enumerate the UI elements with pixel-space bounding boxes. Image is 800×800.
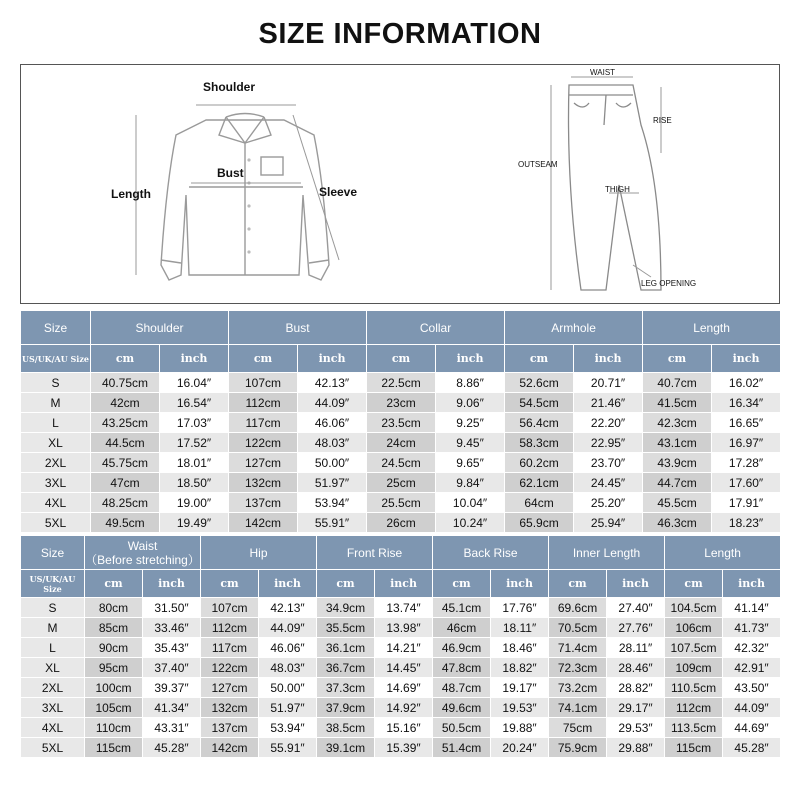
shirt-buttons (247, 158, 250, 253)
table-row (21, 373, 781, 393)
cm-value-cell: 122cm (201, 658, 259, 678)
cm-value-cell: 36.1cm (317, 638, 375, 658)
cm-value-cell: 137cm (201, 718, 259, 738)
pants-measure-lines (551, 77, 661, 290)
cm-value-cell: 113.5cm (665, 718, 723, 738)
cm-value-cell: 69.6cm (549, 598, 607, 618)
unit-inch-header: inch (491, 570, 549, 598)
inch-value-cell: 21.46″ (574, 393, 643, 413)
table-row (21, 658, 781, 678)
inch-value-cell: 16.04″ (160, 373, 229, 393)
cm-value-cell: 110.5cm (665, 678, 723, 698)
inch-value-cell: 24.45″ (574, 473, 643, 493)
hip-header: Hip (201, 536, 317, 570)
cm-value-cell: 112cm (201, 618, 259, 638)
size-cell: 5XL (21, 513, 91, 533)
inch-value-cell: 18.46″ (491, 638, 549, 658)
length-header: Length (643, 311, 781, 345)
inch-value-cell: 19.53″ (491, 698, 549, 718)
cm-value-cell: 25.5cm (367, 493, 436, 513)
cm-value-cell: 127cm (229, 453, 298, 473)
cm-value-cell: 41.5cm (643, 393, 712, 413)
cm-value-cell: 117cm (201, 638, 259, 658)
inch-value-cell: 27.40″ (607, 598, 665, 618)
pants-unit-row (21, 570, 781, 598)
inch-value-cell: 18.50″ (160, 473, 229, 493)
cm-value-cell: 54.5cm (505, 393, 574, 413)
inch-value-cell: 25.94″ (574, 513, 643, 533)
cm-value-cell: 100cm (85, 678, 143, 698)
size-region-header: US/UK/AU Size (21, 570, 85, 598)
inch-value-cell: 13.74″ (375, 598, 433, 618)
waist-header-line1: Waist (127, 538, 158, 553)
inch-value-cell: 20.24″ (491, 738, 549, 758)
cm-value-cell: 44.7cm (643, 473, 712, 493)
unit-cm-header: cm (317, 570, 375, 598)
cm-value-cell: 48.25cm (91, 493, 160, 513)
unit-inch-header: inch (375, 570, 433, 598)
size-cell: S (21, 373, 91, 393)
unit-cm-header: cm (665, 570, 723, 598)
inch-value-cell: 28.46″ (607, 658, 665, 678)
size-header: Size (21, 311, 91, 345)
inch-value-cell: 18.11″ (491, 618, 549, 638)
cm-value-cell: 115cm (85, 738, 143, 758)
pants-length-header: Length (665, 536, 781, 570)
inch-value-cell: 10.04″ (436, 493, 505, 513)
size-cell: L (21, 638, 85, 658)
size-cell: 5XL (21, 738, 85, 758)
cm-value-cell: 45.5cm (643, 493, 712, 513)
inch-value-cell: 42.13″ (259, 598, 317, 618)
waist-header (85, 536, 201, 570)
table-row (21, 678, 781, 698)
inch-value-cell: 44.09″ (259, 618, 317, 638)
back-rise-header: Back Rise (433, 536, 549, 570)
cm-value-cell: 22.5cm (367, 373, 436, 393)
inch-value-cell: 46.06″ (298, 413, 367, 433)
unit-cm-header: cm (201, 570, 259, 598)
inch-value-cell: 17.60″ (712, 473, 781, 493)
cm-value-cell: 132cm (229, 473, 298, 493)
table-row (21, 598, 781, 618)
inch-value-cell: 44.09″ (298, 393, 367, 413)
cm-value-cell: 45.1cm (433, 598, 491, 618)
inch-value-cell: 45.28″ (723, 738, 781, 758)
table-row (21, 393, 781, 413)
cm-value-cell: 36.7cm (317, 658, 375, 678)
cm-value-cell: 44.5cm (91, 433, 160, 453)
unit-inch-header: inch (574, 345, 643, 373)
cm-value-cell: 45.75cm (91, 453, 160, 473)
inch-value-cell: 8.86″ (436, 373, 505, 393)
size-cell: S (21, 598, 85, 618)
inch-value-cell: 14.69″ (375, 678, 433, 698)
waist-header-line2: （Before stretching） (85, 552, 200, 567)
unit-cm-header: cm (643, 345, 712, 373)
inch-value-cell: 43.31″ (143, 718, 201, 738)
inch-value-cell: 55.91″ (298, 513, 367, 533)
inch-value-cell: 10.24″ (436, 513, 505, 533)
unit-cm-header: cm (367, 345, 436, 373)
cm-value-cell: 46.9cm (433, 638, 491, 658)
cm-value-cell: 46cm (433, 618, 491, 638)
shirt-size-table (20, 310, 781, 533)
cm-value-cell: 37.3cm (317, 678, 375, 698)
cm-value-cell: 71.4cm (549, 638, 607, 658)
inch-value-cell: 19.49″ (160, 513, 229, 533)
unit-inch-header: inch (143, 570, 201, 598)
inch-value-cell: 19.00″ (160, 493, 229, 513)
cm-value-cell: 104.5cm (665, 598, 723, 618)
cm-value-cell: 62.1cm (505, 473, 574, 493)
cm-value-cell: 56.4cm (505, 413, 574, 433)
size-cell: 4XL (21, 493, 91, 513)
unit-inch-header: inch (712, 345, 781, 373)
pants-size-table (20, 535, 781, 758)
waist-label: WAIST (590, 68, 616, 77)
cm-value-cell: 39.1cm (317, 738, 375, 758)
unit-inch-header: inch (259, 570, 317, 598)
inch-value-cell: 16.97″ (712, 433, 781, 453)
size-cell: 3XL (21, 473, 91, 493)
cm-value-cell: 35.5cm (317, 618, 375, 638)
cm-value-cell: 107cm (201, 598, 259, 618)
size-cell: XL (21, 433, 91, 453)
unit-cm-header: cm (85, 570, 143, 598)
cm-value-cell: 52.6cm (505, 373, 574, 393)
unit-inch-header: inch (298, 345, 367, 373)
cm-value-cell: 107cm (229, 373, 298, 393)
bust-label: Bust (217, 166, 244, 180)
cm-value-cell: 48.7cm (433, 678, 491, 698)
page-title: SIZE INFORMATION (258, 18, 542, 50)
rise-label: RISE (653, 116, 672, 125)
size-cell: 4XL (21, 718, 85, 738)
shirt-unit-row (21, 345, 781, 373)
unit-cm-header: cm (433, 570, 491, 598)
inch-value-cell: 44.09″ (723, 698, 781, 718)
pants-header-row (21, 536, 781, 570)
leg-opening-label: LEG OPENING (641, 279, 697, 288)
cm-value-cell: 64cm (505, 493, 574, 513)
unit-inch-header: inch (607, 570, 665, 598)
cm-value-cell: 43.1cm (643, 433, 712, 453)
inch-value-cell: 55.91″ (259, 738, 317, 758)
table-row (21, 413, 781, 433)
cm-value-cell: 43.9cm (643, 453, 712, 473)
inch-value-cell: 15.39″ (375, 738, 433, 758)
inch-value-cell: 50.00″ (259, 678, 317, 698)
cm-value-cell: 42cm (91, 393, 160, 413)
inch-value-cell: 33.46″ (143, 618, 201, 638)
sleeve-label: Sleeve (319, 185, 358, 199)
cm-value-cell: 60.2cm (505, 453, 574, 473)
cm-value-cell: 137cm (229, 493, 298, 513)
cm-value-cell: 110cm (85, 718, 143, 738)
unit-cm-header: cm (91, 345, 160, 373)
thigh-label: THIGH (605, 185, 630, 194)
inch-value-cell: 29.17″ (607, 698, 665, 718)
cm-value-cell: 58.3cm (505, 433, 574, 453)
shoulder-label: Shoulder (203, 80, 256, 94)
inch-value-cell: 37.40″ (143, 658, 201, 678)
cm-value-cell: 42.3cm (643, 413, 712, 433)
size-cell: L (21, 413, 91, 433)
table-row (21, 513, 781, 533)
unit-inch-header: inch (160, 345, 229, 373)
cm-value-cell: 132cm (201, 698, 259, 718)
inch-value-cell: 31.50″ (143, 598, 201, 618)
inch-value-cell: 19.17″ (491, 678, 549, 698)
size-cell: 3XL (21, 698, 85, 718)
cm-value-cell: 40.7cm (643, 373, 712, 393)
inch-value-cell: 41.73″ (723, 618, 781, 638)
cm-value-cell: 115cm (665, 738, 723, 758)
length-label: Length (111, 187, 151, 201)
cm-value-cell: 23.5cm (367, 413, 436, 433)
inch-value-cell: 46.06″ (259, 638, 317, 658)
inch-value-cell: 18.23″ (712, 513, 781, 533)
inch-value-cell: 17.76″ (491, 598, 549, 618)
cm-value-cell: 112cm (665, 698, 723, 718)
cm-value-cell: 106cm (665, 618, 723, 638)
cm-value-cell: 74.1cm (549, 698, 607, 718)
cm-value-cell: 117cm (229, 413, 298, 433)
cm-value-cell: 24cm (367, 433, 436, 453)
cm-value-cell: 38.5cm (317, 718, 375, 738)
cm-value-cell: 40.75cm (91, 373, 160, 393)
cm-value-cell: 75.9cm (549, 738, 607, 758)
inch-value-cell: 25.20″ (574, 493, 643, 513)
inch-value-cell: 23.70″ (574, 453, 643, 473)
inch-value-cell: 14.45″ (375, 658, 433, 678)
inch-value-cell: 13.98″ (375, 618, 433, 638)
cm-value-cell: 105cm (85, 698, 143, 718)
cm-value-cell: 112cm (229, 393, 298, 413)
unit-inch-header: inch (436, 345, 505, 373)
cm-value-cell: 37.9cm (317, 698, 375, 718)
cm-value-cell: 85cm (85, 618, 143, 638)
shirt-measure-lines (136, 105, 339, 275)
cm-value-cell: 46.3cm (643, 513, 712, 533)
inch-value-cell: 27.76″ (607, 618, 665, 638)
table-row (21, 638, 781, 658)
size-cell: 2XL (21, 678, 85, 698)
outseam-label: OUTSEAM (518, 160, 558, 169)
table-row (21, 453, 781, 473)
cm-value-cell: 80cm (85, 598, 143, 618)
inch-value-cell: 35.43″ (143, 638, 201, 658)
inch-value-cell: 48.03″ (259, 658, 317, 678)
inch-value-cell: 9.65″ (436, 453, 505, 473)
armhole-header: Armhole (505, 311, 643, 345)
cm-value-cell: 109cm (665, 658, 723, 678)
inch-value-cell: 42.91″ (723, 658, 781, 678)
inch-value-cell: 15.16″ (375, 718, 433, 738)
inch-value-cell: 17.52″ (160, 433, 229, 453)
inch-value-cell: 9.45″ (436, 433, 505, 453)
inch-value-cell: 16.54″ (160, 393, 229, 413)
inch-value-cell: 18.82″ (491, 658, 549, 678)
shoulder-header: Shoulder (91, 311, 229, 345)
cm-value-cell: 95cm (85, 658, 143, 678)
shirt-header-row (21, 311, 781, 345)
table-row (21, 698, 781, 718)
inch-value-cell: 22.95″ (574, 433, 643, 453)
cm-value-cell: 24.5cm (367, 453, 436, 473)
cm-value-cell: 26cm (367, 513, 436, 533)
unit-cm-header: cm (229, 345, 298, 373)
inch-value-cell: 43.50″ (723, 678, 781, 698)
cm-value-cell: 127cm (201, 678, 259, 698)
unit-inch-header: inch (723, 570, 781, 598)
inner-length-header: Inner Length (549, 536, 665, 570)
collar-header: Collar (367, 311, 505, 345)
inch-value-cell: 16.65″ (712, 413, 781, 433)
table-row (21, 718, 781, 738)
diagram-svg (21, 65, 779, 303)
inch-value-cell: 14.21″ (375, 638, 433, 658)
inch-value-cell: 28.82″ (607, 678, 665, 698)
cm-value-cell: 34.9cm (317, 598, 375, 618)
size-cell: 2XL (21, 453, 91, 473)
cm-value-cell: 25cm (367, 473, 436, 493)
inch-value-cell: 9.84″ (436, 473, 505, 493)
inch-value-cell: 29.88″ (607, 738, 665, 758)
inch-value-cell: 22.20″ (574, 413, 643, 433)
table-row (21, 473, 781, 493)
table-row (21, 618, 781, 638)
inch-value-cell: 9.25″ (436, 413, 505, 433)
inch-value-cell: 17.91″ (712, 493, 781, 513)
size-header: Size (21, 536, 85, 570)
inch-value-cell: 20.71″ (574, 373, 643, 393)
cm-value-cell: 142cm (229, 513, 298, 533)
inch-value-cell: 42.13″ (298, 373, 367, 393)
cm-value-cell: 51.4cm (433, 738, 491, 758)
inch-value-cell: 53.94″ (298, 493, 367, 513)
inch-value-cell: 28.11″ (607, 638, 665, 658)
cm-value-cell: 43.25cm (91, 413, 160, 433)
inch-value-cell: 41.14″ (723, 598, 781, 618)
bust-header: Bust (229, 311, 367, 345)
inch-value-cell: 51.97″ (259, 698, 317, 718)
inch-value-cell: 14.92″ (375, 698, 433, 718)
cm-value-cell: 72.3cm (549, 658, 607, 678)
cm-value-cell: 73.2cm (549, 678, 607, 698)
inch-value-cell: 45.28″ (143, 738, 201, 758)
cm-value-cell: 49.5cm (91, 513, 160, 533)
inch-value-cell: 16.02″ (712, 373, 781, 393)
cm-value-cell: 90cm (85, 638, 143, 658)
inch-value-cell: 48.03″ (298, 433, 367, 453)
inch-value-cell: 19.88″ (491, 718, 549, 738)
cm-value-cell: 65.9cm (505, 513, 574, 533)
inch-value-cell: 29.53″ (607, 718, 665, 738)
size-cell: M (21, 393, 91, 413)
inch-value-cell: 53.94″ (259, 718, 317, 738)
size-cell: M (21, 618, 85, 638)
cm-value-cell: 50.5cm (433, 718, 491, 738)
inch-value-cell: 9.06″ (436, 393, 505, 413)
shirt-illustration (161, 114, 329, 281)
inch-value-cell: 17.03″ (160, 413, 229, 433)
unit-cm-header: cm (505, 345, 574, 373)
measurement-diagram (20, 64, 780, 304)
inch-value-cell: 51.97″ (298, 473, 367, 493)
cm-value-cell: 47.8cm (433, 658, 491, 678)
front-rise-header: Front Rise (317, 536, 433, 570)
inch-value-cell: 39.37″ (143, 678, 201, 698)
size-region-header: US/UK/AU Size (21, 345, 91, 373)
size-cell: XL (21, 658, 85, 678)
table-row (21, 493, 781, 513)
inch-value-cell: 50.00″ (298, 453, 367, 473)
inch-value-cell: 42.32″ (723, 638, 781, 658)
unit-cm-header: cm (549, 570, 607, 598)
inch-value-cell: 41.34″ (143, 698, 201, 718)
cm-value-cell: 70.5cm (549, 618, 607, 638)
cm-value-cell: 49.6cm (433, 698, 491, 718)
cm-value-cell: 122cm (229, 433, 298, 453)
inch-value-cell: 16.34″ (712, 393, 781, 413)
inch-value-cell: 18.01″ (160, 453, 229, 473)
cm-value-cell: 47cm (91, 473, 160, 493)
inch-value-cell: 44.69″ (723, 718, 781, 738)
cm-value-cell: 142cm (201, 738, 259, 758)
cm-value-cell: 107.5cm (665, 638, 723, 658)
table-row (21, 433, 781, 453)
cm-value-cell: 75cm (549, 718, 607, 738)
table-row (21, 738, 781, 758)
inch-value-cell: 17.28″ (712, 453, 781, 473)
cm-value-cell: 23cm (367, 393, 436, 413)
